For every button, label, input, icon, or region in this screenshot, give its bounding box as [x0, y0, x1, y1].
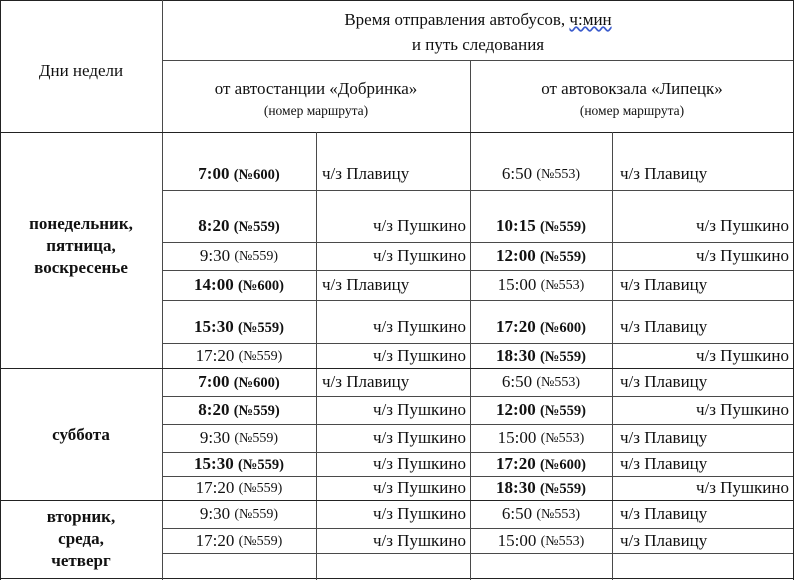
departure-time — [162, 396, 316, 424]
days-header: Дни недели — [38, 61, 124, 80]
divider-title — [162, 60, 793, 61]
day-group-label — [0, 424, 162, 446]
time-value: 15:30 — [194, 317, 234, 336]
arrival-time — [470, 242, 612, 270]
departure-via: ч/з Пушкино — [372, 246, 466, 265]
departure-time — [162, 343, 316, 368]
route-number: (№559) — [539, 218, 586, 235]
departure-via: ч/з Пушкино — [372, 454, 466, 473]
departure-via — [322, 553, 466, 578]
departure-via: ч/з Плавицу — [322, 275, 410, 294]
route-number: (№559) — [238, 534, 283, 549]
departure-via: ч/з Плавицу — [322, 164, 410, 183]
arrival-via: ч/з Плавицу — [620, 504, 708, 523]
departure-time — [162, 528, 316, 553]
time-value: 9:30 — [199, 504, 231, 523]
time-value: 15:00 — [497, 275, 537, 294]
arrival-via: ч/з Плавицу — [620, 317, 708, 336]
arrival-time — [470, 190, 612, 242]
time-value: 17:20 — [195, 346, 235, 365]
title-text: Время отправления автобусов, — [344, 10, 570, 29]
time-value: 7:00 — [198, 372, 230, 391]
time-value: 15:00 — [497, 428, 537, 447]
day-name: четверг — [51, 551, 111, 570]
day-name: среда, — [58, 529, 104, 548]
departure-time — [162, 500, 316, 528]
day-name: понедельник, — [29, 214, 133, 233]
border-top — [0, 0, 794, 1]
route-number: (№600) — [539, 456, 586, 473]
route-number: (№559) — [234, 249, 279, 264]
route-number: (№559) — [237, 456, 284, 473]
departure-time — [162, 270, 316, 300]
route-note-dobrinka: (номер маршрута) — [263, 103, 369, 118]
departure-via: ч/з Пушкино — [372, 531, 466, 550]
time-value: 17:20 — [496, 317, 536, 336]
time-value: 12:00 — [496, 400, 536, 419]
time-value: 6:50 — [501, 372, 533, 391]
departure-time — [162, 368, 316, 396]
time-value: 9:30 — [199, 246, 231, 265]
arrival-time — [470, 270, 612, 300]
route-number: (№553) — [540, 534, 585, 549]
route-number: (№553) — [536, 507, 581, 522]
time-value: 9:30 — [199, 428, 231, 447]
route-number: (№559) — [234, 507, 279, 522]
arrival-via: ч/з Плавицу — [620, 164, 708, 183]
arrival-time — [470, 452, 612, 476]
arrival-via: ч/з Пушкино — [695, 216, 789, 235]
route-number: (№600) — [539, 319, 586, 336]
column-header-lipetsk: от автовокзала «Липецк» — [541, 79, 723, 98]
divider-dep-via — [316, 132, 317, 580]
arrival-time — [470, 368, 612, 396]
arrival-time — [470, 343, 612, 368]
time-value: 12:00 — [496, 246, 536, 265]
arrival-time — [470, 424, 612, 452]
time-value: 18:30 — [496, 346, 536, 365]
arrival-time — [470, 553, 612, 578]
route-number: (№600) — [233, 166, 280, 183]
route-number: (№559) — [539, 480, 586, 497]
arrival-via: ч/з Плавицу — [620, 531, 708, 550]
arrival-via: ч/з Пушкино — [695, 246, 789, 265]
route-number: (№559) — [233, 402, 280, 419]
departure-time — [162, 553, 316, 578]
departure-via: ч/з Пушкино — [372, 400, 466, 419]
route-number: (№559) — [539, 402, 586, 419]
departure-time — [162, 424, 316, 452]
arrival-via — [620, 553, 789, 578]
time-value: 17:20 — [195, 531, 235, 550]
departure-via: ч/з Пушкино — [372, 346, 466, 365]
route-number: (№600) — [233, 374, 280, 391]
route-number: (№553) — [540, 431, 585, 446]
arrival-time — [470, 300, 612, 343]
column-header-dobrinka: от автостанции «Добринка» — [214, 79, 418, 98]
route-number: (№553) — [536, 167, 581, 182]
time-value: 15:00 — [497, 531, 537, 550]
arrival-time — [470, 528, 612, 553]
departure-via: ч/з Пушкино — [372, 317, 466, 336]
route-number: (№559) — [234, 431, 279, 446]
time-value: 15:30 — [194, 454, 234, 473]
arrival-via: ч/з Плавицу — [620, 372, 708, 391]
time-value: 8:20 — [198, 400, 230, 419]
departure-time — [162, 133, 316, 190]
table-title-line2: и путь следования — [411, 35, 545, 54]
table-title-line1 — [162, 11, 794, 28]
time-value: 7:00 — [198, 164, 230, 183]
day-group-label — [0, 213, 162, 279]
arrival-via: ч/з Плавицу — [620, 275, 708, 294]
route-number: (№559) — [237, 319, 284, 336]
time-value: 17:20 — [496, 454, 536, 473]
departure-via: ч/з Пушкино — [372, 504, 466, 523]
arrival-time — [470, 133, 612, 190]
departure-via: ч/з Пушкино — [372, 478, 466, 497]
departure-via: ч/з Пушкино — [372, 428, 466, 447]
route-number: (№559) — [539, 248, 586, 265]
arrival-via: ч/з Плавицу — [620, 428, 708, 447]
day-name: пятница, — [46, 236, 116, 255]
route-number: (№559) — [238, 349, 283, 364]
time-value: 6:50 — [501, 504, 533, 523]
arrival-via: ч/з Плавицу — [620, 454, 708, 473]
route-number: (№559) — [233, 218, 280, 235]
arrival-time — [470, 500, 612, 528]
departure-time — [162, 300, 316, 343]
time-value: 14:00 — [194, 275, 234, 294]
border-left — [0, 0, 1, 580]
departure-time — [162, 452, 316, 476]
day-group-label — [0, 506, 162, 572]
arrival-via: ч/з Пушкино — [695, 478, 789, 497]
route-number: (№600) — [237, 277, 284, 294]
route-number: (№559) — [238, 481, 283, 496]
route-note-lipetsk: (номер маршрута) — [579, 103, 685, 118]
time-value: 17:20 — [195, 478, 235, 497]
border-bottom — [0, 578, 794, 579]
route-number: (№559) — [539, 348, 586, 365]
day-name: суббота — [52, 425, 110, 444]
divider-arr-via — [612, 132, 613, 580]
day-name: воскресенье — [34, 258, 128, 277]
route-number: (№553) — [536, 375, 581, 390]
route-number: (№553) — [540, 278, 585, 293]
time-value: 18:30 — [496, 478, 536, 497]
arrival-time — [470, 396, 612, 424]
time-value: 8:20 — [198, 216, 230, 235]
time-value: 10:15 — [496, 216, 536, 235]
departure-time — [162, 242, 316, 270]
arrival-time — [470, 476, 612, 500]
arrival-via: ч/з Пушкино — [695, 400, 789, 419]
departure-via: ч/з Пушкино — [372, 216, 466, 235]
time-value: 6:50 — [501, 164, 533, 183]
departure-time — [162, 190, 316, 242]
departure-time — [162, 476, 316, 500]
title-unit: ч:мин — [569, 10, 612, 29]
arrival-via: ч/з Пушкино — [695, 346, 789, 365]
departure-via: ч/з Плавицу — [322, 372, 410, 391]
day-name: вторник, — [46, 507, 116, 526]
